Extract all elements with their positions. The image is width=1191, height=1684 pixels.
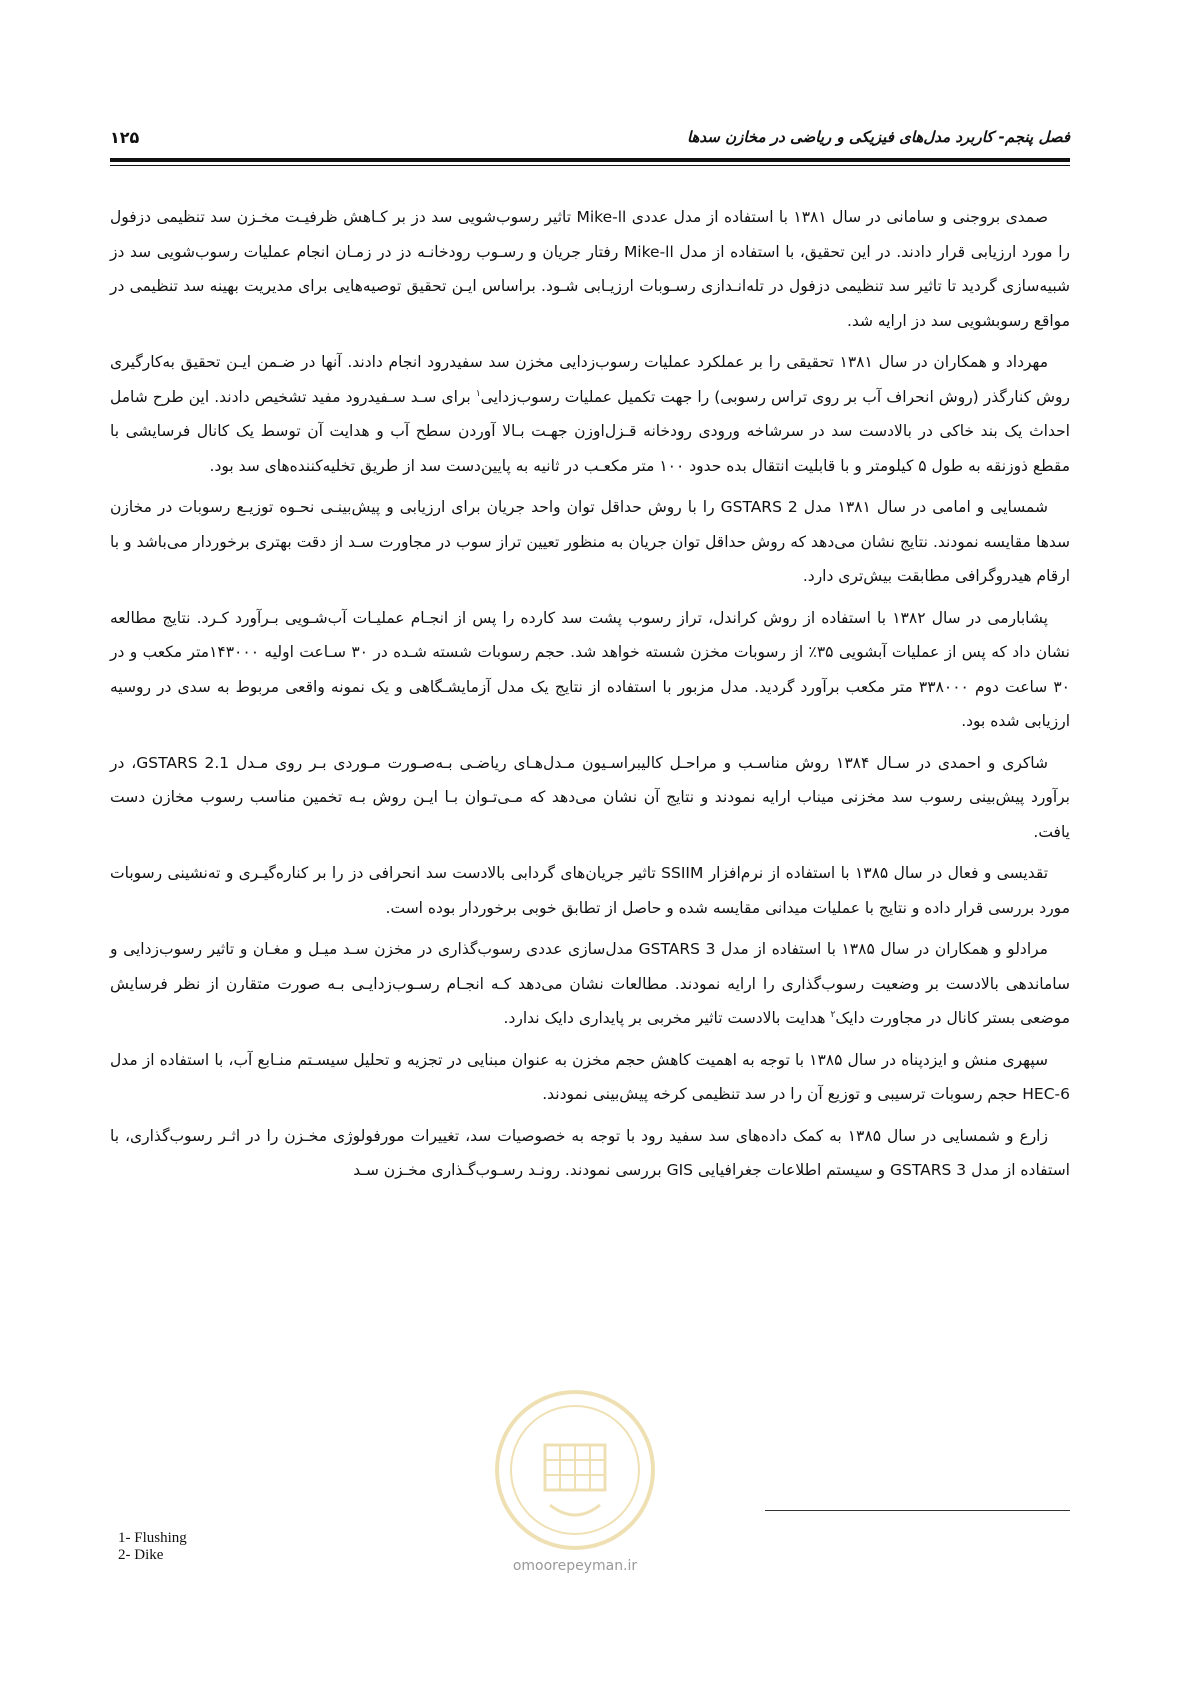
paragraph	[110, 932, 1070, 1036]
paragraph: شاکری و احمدی در سـال ۱۳۸۴ روش مناسـب و مراحـل کالیبراسـیون مـدل‌هـای ریاضـی بـه‌صـورت مـوردی بـر روی مـدل GSTARS 2.1، در برآورد پیش‌بینی رسوب سد مخزنی میناب ارایه نمودند و نتایج آن نشان می‌دهد که مـی‌تـوان بـا ایـن روش بـه تخمین مناسب رسوب مخازن دست یافت.	[110, 753, 1070, 841]
paragraph	[110, 345, 1070, 483]
watermark-text: omoorepeyman.ir	[512, 1558, 638, 1574]
paragraph: سپهری منش و ایزدپناه در سال ۱۳۸۵ با توجه به اهمیت کاهش حجم مخزن به عنوان مبنایی در تجزیه و تحلیل سیسـتم منـابع آب، با استفاده از مدل HEC-6 حجم رسوبات ترسیبی و توزیع آن را در سد تنظیمی کرخه پیش‌بینی نمودند.	[110, 1050, 1070, 1103]
paragraph: صمدی بروجنی و سامانی در سال ۱۳۸۱ با استفاده از مدل عددی Mike-ll تاثیر رسوب‌شویی سد دز بر کـاهش ظرفیـت مخـزن سد تنظیمی دزفول را مورد ارزیابی قرار دادند. در این تحقیق، با استفاده از مدل Mike-ll رفتار جریان و رسـوب رودخانـه دز در زمـان انجام عملیات رسوب‌شویی سد دز شبیه‌سازی گردید تا تاثیر سد تنظیمی دزفول در تله‌انـدازی رسـوبات ارزیـابی شـود. براساس ایـن تحقیق توصیه‌هایی برای مدیریت بهینه سد تنظیمی در مواقع رسوبشویی سد دز ارایه شد.	[110, 208, 1070, 330]
header-rule-thin	[110, 165, 1070, 166]
watermark-seal-icon	[490, 1385, 660, 1555]
footnote: 1- Flushing	[118, 1530, 187, 1546]
paragraph-text: مهرداد و همکاران در سال ۱۳۸۱ تحقیقی را بر عملکرد عملیات رسوب‌زدایی مخزن سد سفیدرود انجام دادند. آنها در ضـمن ایـن تحقیق به‌کارگیری روش کنارگذر (روش انحراف آب بر روی تراس رسوبی) را جهت تکمیل عملیات رسوب‌زدایی	[110, 353, 1070, 406]
paragraph-text: مرادلو و همکاران در سال ۱۳۸۵ با استفاده از مدل GSTARS 3 مدل‌سازی عددی رسوب‌گذاری در مخزن سـد میـل و مغـان و تاثیر رسوب‌زدایی و ساماندهی بالادست بر وضعیت رسوب‌گذاری را ارایه نمودند. مطالعات نشان می‌دهد کـه انجـام رسـوب‌زدایـی بـه صورت متقارن از نظر فرسایش موضعی بستر کانال در مجاورت دایک	[110, 940, 1070, 1027]
paragraph: تقدیسی و فعال در سال ۱۳۸۵ با استفاده از نرم‌افزار SSIIM تاثیر جریان‌های گردابی بالادست سد انحرافی دز را بر کناره‌گیـری و ته‌نشینی رسوبات مورد بررسی قرار داده و نتایج با عملیات میدانی مقایسه شده و حاصل از تطابق خوبی برخوردار بوده است.	[110, 864, 1070, 917]
paragraph: شمسایی و امامی در سال ۱۳۸۱ مدل GSTARS 2 را با روش حداقل توان واحد جریان برای ارزیابی و پیش‌بینـی نحـوه توزیـع رسوبات در مخازن سدها مقایسه نمودند. نتایج نشان می‌دهد که روش حداقل توان جریان به منظور تعیین تراز سوب در مجاورت سـد از دقت بهتری برخوردار می‌باشد و با ارقام هیدروگرافی مطابقت بیش‌تری دارد.	[110, 498, 1070, 585]
header-rule	[110, 158, 1070, 162]
footnote-rule	[765, 1510, 1070, 1511]
footnote-mark: ۱	[475, 388, 481, 399]
paragraph: زارع و شمسایی در سال ۱۳۸۵ به کمک داده‌های سد سفید رود با توجه به خصوصیات سد، تغییرات مورفولوژی مخـزن را در اثـر رسوب‌گذاری، با استفاده از مدل GSTARS 3 و سیستم اطلاعات جغرافیایی GIS بررسی نمودند. رونـد رسـوب‌گـذاری مخـزن سـد	[110, 1126, 1070, 1179]
paragraph-text: هدایت بالادست تاثیر مخربی بر پایداری دایک ندارد.	[503, 1009, 826, 1027]
footnote-mark: ۲	[830, 1009, 836, 1020]
paragraph-text: برای سـد سـفیدرود مفید تشخیص دادند. این طرح شامل احداث یک بند خاکی در بالادست سد در سرشاخه ورودی رودخانه قـزل‌اوزن جهـت بـالا آوردن سطح آب و هدایت آن توسط یک کانال فرسایشی با مقطع ذوزنقه به طول ۵ کیلومتر و با قابلیت انتقال بده حدود ۱۰۰ متر مکعـب در ثانیه به پایین‌دست سد از طریق تخلیه‌کننده‌های سد بود.	[110, 387, 1070, 475]
paragraph: پشابارمی در سال ۱۳۸۲ با استفاده از روش کراندل، تراز رسوب پشت سد کارده را پس از انجـام عملیـات آب‌شـویی بـرآورد کـرد. نتایج مطالعه نشان داد که پس از عملیات آبشویی ۳۵٪ از رسوبات مخزن شسته خواهد شد. حجم رسوبات شسته شـده در ۳۰ سـاعت اولیه ۱۴۳۰۰۰متر مکعب و در ۳۰ ساعت دوم ۳۳۸۰۰۰ متر مکعب برآورد گردید. مدل مزبور با استفاده از نتایج یک مدل آزمایشـگاهی و یک نمونه واقعی مربوط به سدی در روسیه ارزیابی شده بود.	[110, 608, 1070, 730]
main-text	[110, 200, 1070, 1195]
page-number: ۱۲۵	[110, 128, 140, 147]
footnote: 2- Dike	[118, 1547, 164, 1563]
running-header	[110, 128, 1070, 156]
chapter-title: فصل پنجم- کاربرد مدل‌های فیزیکی و ریاضی در مخازن سدها	[686, 128, 1070, 146]
footnotes	[118, 1530, 187, 1564]
